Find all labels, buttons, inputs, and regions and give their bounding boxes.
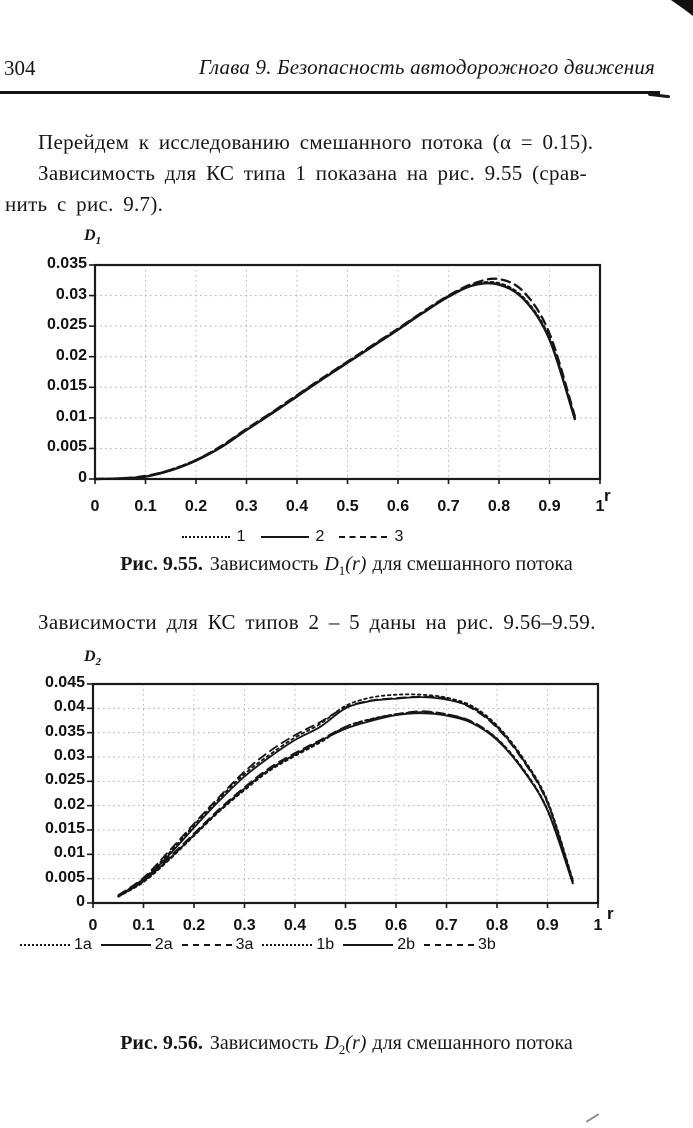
x-tick-label: 0.2 (182, 917, 206, 934)
y-tick-label: 0.005 (46, 438, 87, 456)
legend-item (182, 528, 246, 546)
page-number: 304 (4, 56, 36, 80)
x-tick-label: 0.4 (285, 498, 309, 515)
y-tick-label: 0.02 (55, 346, 87, 364)
legend-item (20, 936, 92, 954)
figure1-caption: Рис. 9.55. Зависимость $D_1(r)$ для смешанного потока (120, 553, 573, 578)
legend-label: 1 (236, 528, 246, 545)
legend-sample-dotted (182, 536, 230, 538)
legend-sample-dashed (339, 536, 387, 538)
x-tick-label: 0.4 (283, 917, 307, 934)
legend-item (339, 528, 403, 546)
paragraph-line: Зависимости для КС типов 2 – 5 даны на рис. 9.56–9.59. (38, 610, 596, 634)
x-tick-label: 0.1 (132, 917, 155, 934)
y-tick-label: 0.03 (55, 285, 87, 303)
x-tick-label: 0.3 (235, 498, 258, 515)
x-tick-label: 0.1 (134, 498, 157, 515)
y-tick-label: 0.035 (44, 722, 85, 740)
header-rule-tail (648, 93, 670, 99)
figure2-caption: Рис. 9.56. Зависимость $D_2(r)$ для смешанного потока (120, 1032, 573, 1057)
legend-item (262, 936, 334, 954)
paragraph-line: Зависимость для КС типа 1 показана на рис. 9.55 (срав- (38, 161, 587, 185)
legend-label: 2 (315, 528, 325, 545)
legend-sample-dashed (424, 944, 474, 946)
y-tick-label: 0.015 (46, 377, 87, 395)
figure1-y-axis-label: $D_1$ (84, 227, 102, 248)
figure2-legend (20, 936, 505, 954)
figure2-y-axis-label: $D_2$ (84, 648, 102, 669)
legend-label: 1b (316, 936, 335, 953)
x-tick-label: 0.5 (334, 917, 357, 934)
legend-sample-solid (343, 944, 393, 946)
legend-sample-dashed (182, 944, 232, 946)
legend-sample-dotted (262, 944, 312, 946)
legend-label: 2b (397, 936, 415, 953)
x-tick-label: 0.9 (536, 917, 559, 934)
x-tick-label: 0.8 (485, 917, 509, 934)
x-tick-label: 0.6 (386, 498, 410, 515)
legend-item (343, 936, 415, 954)
plot-frame (93, 684, 598, 903)
curve-series-2b (118, 713, 573, 897)
x-tick-label: 0.7 (437, 498, 460, 515)
legend-label: 1a (74, 936, 92, 953)
y-tick-label: 0.01 (55, 407, 87, 425)
y-tick-label: 0.01 (53, 844, 85, 862)
x-tick-label: 0.7 (435, 917, 458, 934)
y-tick-label: 0.04 (53, 698, 85, 716)
scan-scratch-mark (586, 1113, 600, 1123)
figure1-x-axis-label: r (604, 486, 611, 505)
legend-sample-solid (101, 944, 151, 946)
x-tick-label: 0 (90, 498, 100, 515)
y-tick-label: 0.03 (53, 747, 85, 764)
curve-series-2a (118, 697, 573, 896)
y-tick-label: 0.035 (46, 255, 87, 272)
curve-series-1 (95, 282, 575, 479)
y-tick-label: 0 (78, 469, 87, 486)
x-tick-label: 1 (593, 917, 603, 934)
y-tick-label: 0.015 (44, 820, 85, 837)
curve-series-1b (118, 712, 573, 897)
plot-frame (95, 265, 600, 479)
y-tick-label: 0.02 (53, 795, 85, 813)
chapter-title: Глава 9. Безопасность автодорожного движения (198, 55, 655, 79)
curve-series-3 (95, 279, 575, 479)
x-tick-label: 0.5 (336, 498, 359, 515)
paragraph-line: Перейдем к исследованию смешанного потока (α = 0.15). (38, 130, 594, 154)
x-tick-label: 0 (88, 917, 98, 934)
x-tick-label: 0.2 (184, 498, 208, 515)
page-corner-mark (669, 0, 693, 16)
legend-sample-solid (261, 536, 309, 538)
y-tick-label: 0.005 (44, 868, 85, 886)
legend-label: 3a (235, 936, 254, 953)
legend-label: 2a (154, 936, 173, 953)
figure1-legend (55, 528, 545, 546)
y-tick-label: 0.025 (44, 771, 85, 789)
legend-sample-dotted (20, 944, 70, 946)
y-tick-label: 0.045 (44, 674, 85, 691)
curve-series-3b (118, 711, 573, 896)
x-tick-label: 0.3 (233, 917, 256, 934)
x-tick-label: 0.6 (384, 917, 408, 934)
y-tick-label: 0 (76, 893, 85, 910)
y-tick-label: 0.025 (46, 316, 87, 334)
curve-series-1a (118, 694, 573, 895)
curve-series-2 (95, 283, 575, 479)
paragraph-line: нить с рис. 9.7). (5, 192, 164, 216)
x-tick-label: 0.8 (487, 498, 511, 515)
legend-label: 3b (477, 936, 496, 953)
legend-item (101, 936, 173, 954)
x-tick-label: 1 (595, 498, 605, 515)
legend-label: 3 (394, 528, 404, 545)
legend-item (424, 936, 496, 954)
legend-item (182, 936, 254, 954)
x-tick-label: 0.9 (538, 498, 561, 515)
figure2-x-axis-label: r (607, 904, 614, 923)
curve-series-3a (118, 697, 573, 896)
header-rule (0, 91, 660, 94)
legend-item (261, 528, 325, 546)
